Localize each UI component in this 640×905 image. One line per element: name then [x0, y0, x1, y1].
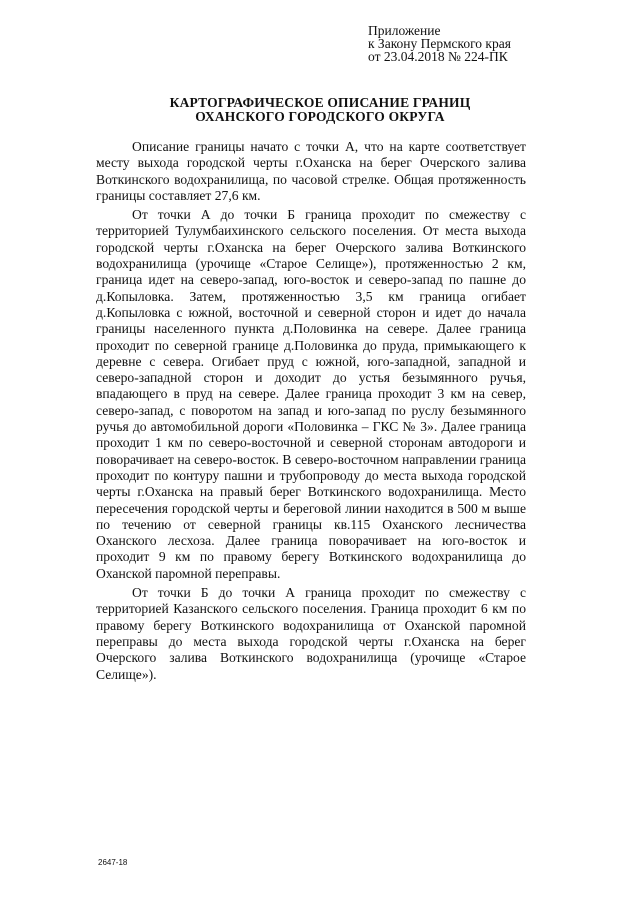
document-title	[0, 96, 640, 124]
paragraph-b-to-a: От точки Б до точки А граница проходит по смежеству с территорией Казанского сельского поселения. Граница проходит 6 км по правому берегу Воткинского водохранилища от Оханской паромной переправы до места выхода городской черты г.Оханска на берег Очерского залива Воткинского водохранилища (урочище «Старое Селище»).	[96, 585, 526, 682]
appendix-header	[368, 24, 511, 63]
document-code: 2647-18	[98, 858, 128, 867]
appendix-line-1: Приложение	[368, 23, 441, 38]
paragraph-intro: Описание границы начато с точки А, что на карте соответствует месту выхода городской черты г.Оханска на берег Очерского залива Воткинского водохранилища, по часовой стрелке. Общая протяженность границы составляет 27,6 км.	[96, 139, 526, 203]
title-line-2: ОХАНСКОГО ГОРОДСКОГО ОКРУГА	[195, 109, 445, 124]
appendix-line-3: от 23.04.2018 № 224-ПК	[368, 49, 508, 64]
title-line-1: КАРТОГРАФИЧЕСКОЕ ОПИСАНИЕ ГРАНИЦ	[169, 95, 471, 110]
document-body	[96, 139, 526, 686]
appendix-line-2: к Закону Пермского края	[368, 36, 511, 51]
paragraph-a-to-b: От точки А до точки Б граница проходит по смежеству с территорией Тулумбаихинского сельского поселения. От места выхода городской черты г.Оханска на берег Очерского залива Воткинского водохранилища (урочище «Старое Селище»), протяженностью 2 км, граница идет на северо-запад, юго-восток и северо-запад по пашне до д.Копыловка. Затем, протяженностью 3,5 км граница огибает д.Копыловка с южной, восточной и северной сторон и идет до начала границы населенного пункта д.Половинка на севере. Далее граница проходит по северной границе д.Половинка до пруда, примыкающего к деревне с севера. Огибает пруд с южной, юго-западной, западной и северо-западной сторон и доходит до устья безымянного ручья, впадающего в пруд на севере. Далее граница проходит 3 км на север, северо-запад, с поворотом на запад и юго-запад по руслу безымянного ручья до автомобильной дороги «Половинка – ГКС № 3». Далее граница проходит 1 км по северо-восточной и северной сторонам автодороги и поворачивает на северо-восток. В северо-восточном направлении граница проходит по контуру пашни и трубопроводу до места выхода городской черты г.Оханска на правый берег Воткинского водохранилища. Место пересечения городской черты и береговой линии находится в 500 м выше по течению от северной границы кв.115 Оханского лесничества Оханского лесхоза. Далее граница поворачивает на юго-восток и проходит 9 км по правому берегу Воткинского водохранилища до Оханской паромной переправы.	[96, 207, 526, 581]
